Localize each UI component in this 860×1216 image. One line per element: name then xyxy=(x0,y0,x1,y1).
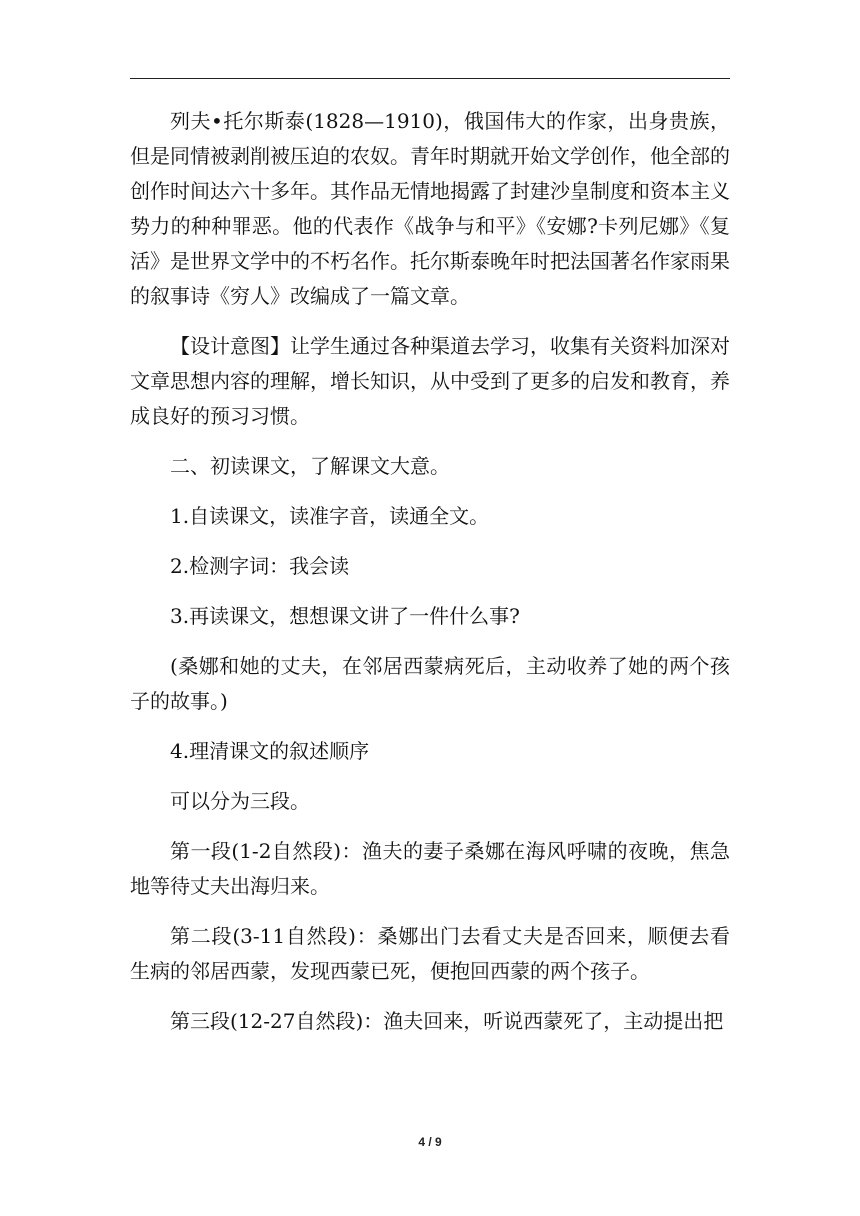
list-item-narrative-order: 4.理清课文的叙述顺序 xyxy=(170,739,370,763)
paragraph-story-summary: (桑娜和她的丈夫，在邻居西蒙病死后，主动收养了她的两个孩子的故事。) xyxy=(130,654,730,713)
paragraph-section-three: 第三段(12-27自然段)：渔夫回来，听说西蒙死了，主动提出把 xyxy=(170,1009,724,1033)
document-body xyxy=(130,104,730,1054)
paragraph-tolstoy-intro: 列夫•托尔斯泰(1828—1910)，俄国伟大的作家，出身贵族，但是同情被剥削被压迫的农奴。青年时期就开始文学创作，他全部的创作时间达六十多年。其作品无情地揭露了封建沙皇制度和资本主义势力的种种罪恶。他的代表作《战争与和平》《安娜?卡列尼娜》《复活》是世界文学中的不朽名作。托尔斯泰晚年时把法国著名作家雨果的叙事诗《穷人》改编成了一篇文章。 xyxy=(130,109,730,308)
list-item-word-check: 2.检测字词：我会读 xyxy=(170,554,350,578)
list-item-reread: 3.再读课文，想想课文讲了一件什么事? xyxy=(170,604,520,628)
page-number: 4 / 9 xyxy=(418,1135,442,1149)
paragraph-design-intent: 【设计意图】让学生通过各种渠道去学习，收集有关资料加深对文章思想内容的理解，增长知识，从中受到了更多的启发和教育，养成良好的预习习惯。 xyxy=(130,334,730,428)
section-heading-first-reading: 二、初读课文，了解课文大意。 xyxy=(170,454,450,478)
paragraph-section-two: 第二段(3-11自然段)：桑娜出门去看丈夫是否回来，顺便去看生病的邻居西蒙，发现西蒙已死，便抱回西蒙的两个孩子。 xyxy=(130,924,730,983)
list-item-self-reading: 1.自读课文，读准字音，读通全文。 xyxy=(170,504,490,528)
paragraph-section-one: 第一段(1-2自然段)：渔夫的妻子桑娜在海风呼啸的夜晚，焦急地等待丈夫出海归来。 xyxy=(130,839,730,898)
header-rule xyxy=(130,78,730,79)
paragraph-three-sections: 可以分为三段。 xyxy=(170,789,310,813)
